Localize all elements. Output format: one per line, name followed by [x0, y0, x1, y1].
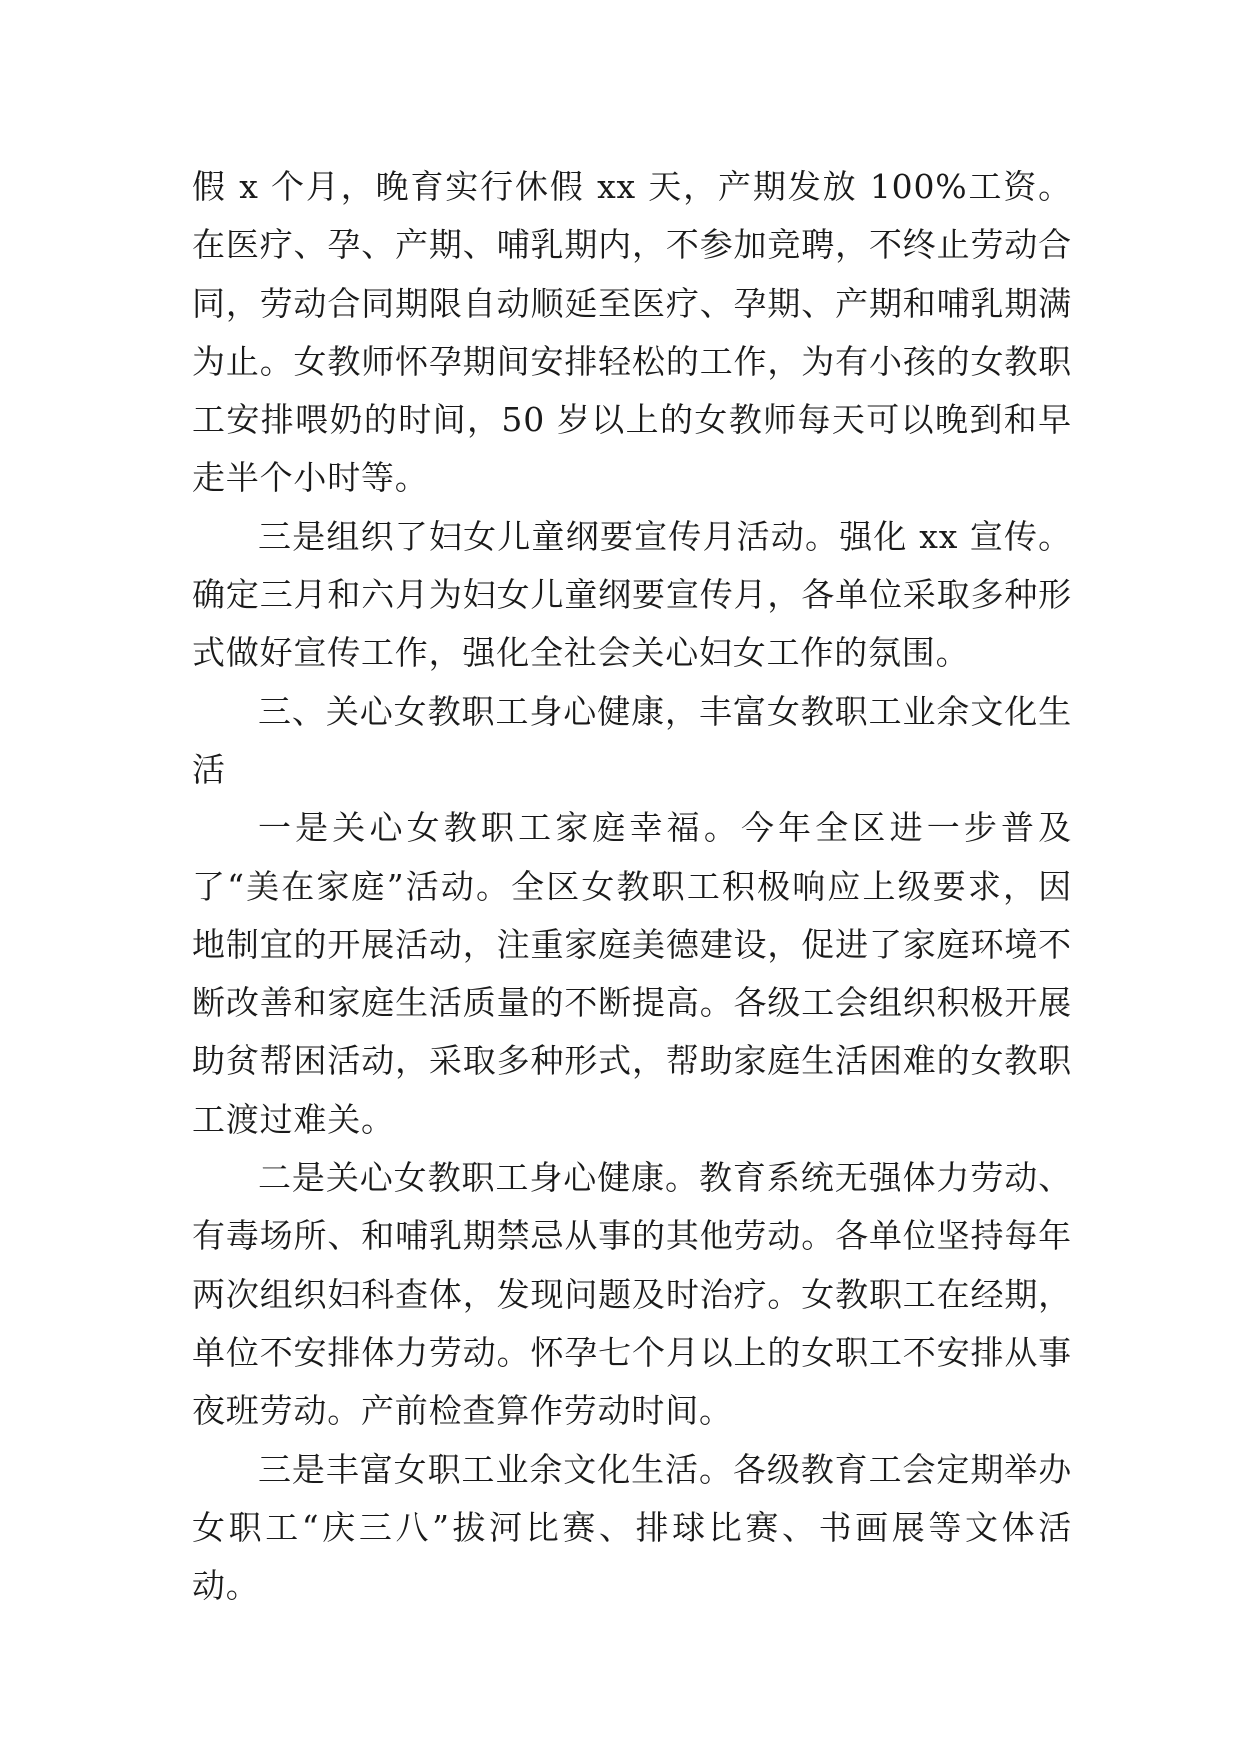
paragraph-publicity-month: 三是组织了妇女儿童纲要宣传月活动。强化 xx 宣传。确定三月和六月为妇女儿童纲要宣传月，各单位采取多种形式做好宣传工作，强化全社会关心妇女工作的氛围。: [192, 516, 1072, 673]
paragraph-continuation: 假 x 个月，晚育实行休假 xx 天，产期发放 100%工资。在医疗、孕、产期、哺乳期内，不参加竞聘，不终止劳动合同，劳动合同期限自动顺延至医疗、孕期、产期和哺乳期满为止。女教师怀孕期间安排轻松的工作，为有小孩的女教职工安排喂奶的时间，50 岁以上的女教师每天可以晚到和早走半个小时等。: [192, 167, 1072, 498]
paragraph-family-happiness: 一是关心女教职工家庭幸福。今年全区进一步普及了“美在家庭”活动。全区女教职工积极响应上级要求，因地制宜的开展活动，注重家庭美德建设，促进了家庭环境不断改善和家庭生活质量的不断提高。各级工会组织积极开展助贫帮困活动，采取多种形式，帮助家庭生活困难的女教职工渡过难关。: [192, 808, 1072, 1139]
section-heading-health-culture: 三、关心女教职工身心健康，丰富女教职工业余文化生活: [192, 691, 1072, 789]
document-body: [192, 158, 1072, 1615]
paragraph-culture-life: 三是丰富女职工业余文化生活。各级教育工会定期举办女职工“庆三八”拔河比赛、排球比赛、书画展等文体活动。: [192, 1449, 1072, 1606]
paragraph-health: 二是关心女教职工身心健康。教育系统无强体力劳动、有毒场所、和哺乳期禁忌从事的其他劳动。各单位坚持每年两次组织妇科查体，发现问题及时治疗。女教职工在经期，单位不安排体力劳动。怀孕七个月以上的女职工不安排从事夜班劳动。产前检查算作劳动时间。: [192, 1158, 1072, 1431]
